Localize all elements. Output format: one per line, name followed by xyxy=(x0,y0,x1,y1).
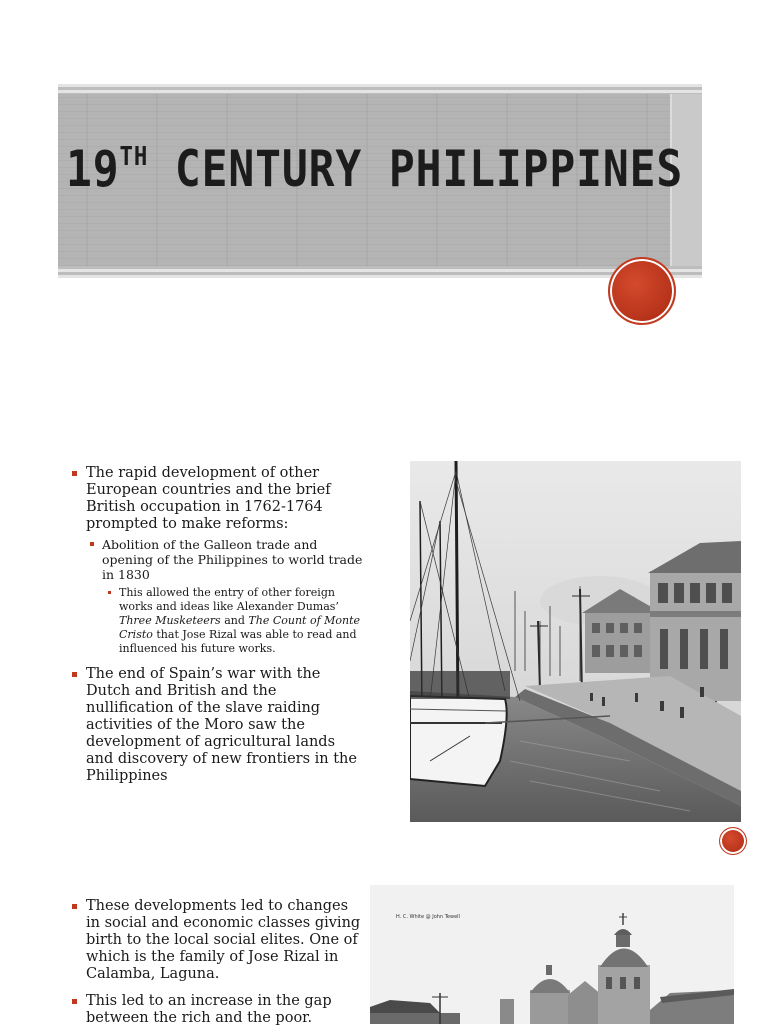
decorative-red-circle-small xyxy=(719,827,747,855)
church-photo-illustration xyxy=(370,885,734,1024)
social-bullet-list xyxy=(72,898,364,1035)
bullet-spain-war xyxy=(72,666,364,785)
bullet-text: This led to an increase in the gap between the rich and the poor. xyxy=(86,993,332,1026)
book-title: The Count of Monte Cristo xyxy=(119,614,361,641)
text-segment: that Jose Rizal was able to read and influenced his future works. xyxy=(119,628,357,655)
harbor-photo-illustration xyxy=(410,461,741,822)
banner-bottom-rule-inner xyxy=(58,269,702,272)
sub-bullet-text: Abolition of the Galleon trade and opening of the Philippines to world trade in 1830 xyxy=(102,537,363,582)
decorative-red-circle xyxy=(608,257,676,325)
reform-bullet-list xyxy=(72,465,364,793)
sub-bullet-galleon xyxy=(90,537,364,656)
bullet-text: The end of Spain’s war with the Dutch and British and the nullification of the slave raiding activities of the Moro saw the development of agricultural lands and discovery of new frontiers in the Philippines xyxy=(86,666,357,784)
photo-credit: H. C. White @ John Tewell xyxy=(396,914,460,920)
sub-sub-bullet-foreign-works xyxy=(108,586,364,656)
title-number: 19 xyxy=(66,140,120,198)
harbor-photo xyxy=(410,461,741,822)
title-slide xyxy=(0,0,768,420)
banner-bottom-rule xyxy=(58,275,702,278)
book-title: Three Musketeers xyxy=(119,614,221,627)
bullet-rich-poor-gap xyxy=(72,993,364,1027)
title-superscript: TH xyxy=(119,142,149,172)
bullet-text: The rapid development of other European countries and the brief British occupation in 1762-1764 prompted to make reforms: xyxy=(86,465,331,532)
bullet-reforms xyxy=(72,465,364,656)
banner-top-rule-inner xyxy=(58,90,702,93)
bullet-text: These developments led to changes in social and economic classes giving birth to the local social elites. One of which is the family of Jose Rizal in Calamba, Laguna. xyxy=(86,898,361,982)
slide-title xyxy=(66,140,683,198)
text-segment: and xyxy=(220,614,249,627)
church-photo xyxy=(370,885,734,1024)
banner-top-rule xyxy=(58,84,702,87)
text-segment: This allowed the entry of other foreign works and ideas like Alexander Dumas’ xyxy=(119,586,339,613)
bullet-social-elites xyxy=(72,898,364,983)
title-rest: CENTURY PHILIPPINES xyxy=(148,140,684,198)
